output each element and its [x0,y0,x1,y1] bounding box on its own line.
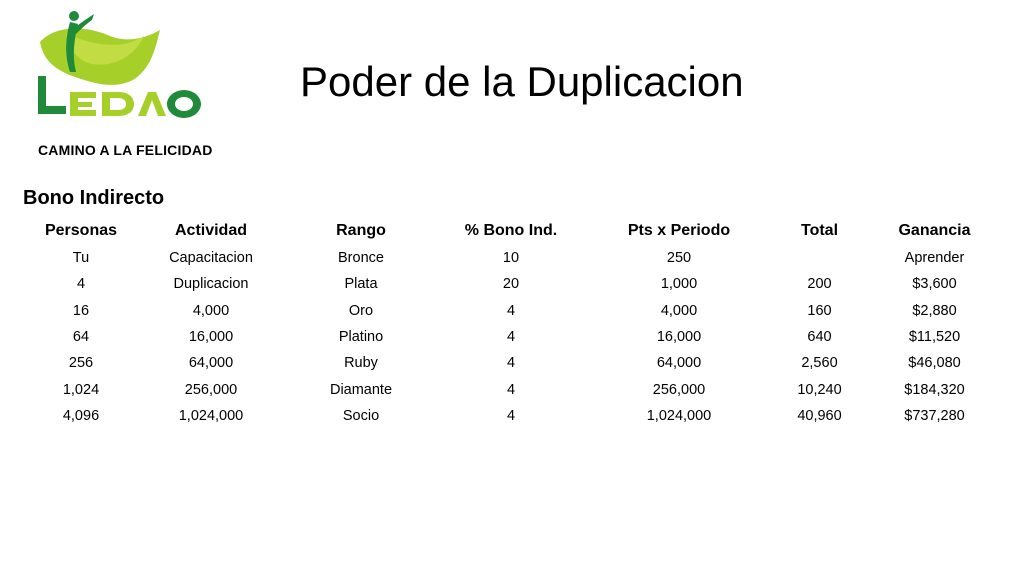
table-cell: $46,080 [908,355,961,372]
table-row [16,350,1012,376]
table-cell: Aprender [904,250,965,267]
table-cell: 4 [506,407,516,424]
table-cell: 1,024 [62,381,100,398]
tagline: CAMINO A LA FELICIDAD [38,142,213,158]
table-cell: 40,960 [797,407,842,424]
table-cell: Platino [338,329,384,346]
table-cell: $11,520 [908,329,961,346]
header-actividad: Actividad [174,221,247,239]
table-row [16,376,1012,402]
page-title: Poder de la Duplicacion [300,58,744,105]
table-cell: 2,560 [801,355,838,372]
table-cell: 1,024,000 [646,407,712,424]
table-cell: $184,320 [904,381,965,398]
header-total: Total [800,221,839,239]
table-cell: Capacitacion [169,250,253,267]
header-ganancia: Ganancia [898,221,971,239]
table-cell: Ruby [344,355,378,372]
bonus-table [16,216,1012,429]
table-cell: 16 [72,302,90,319]
table-cell: 4 [506,302,516,319]
table-cell: 64 [72,329,90,346]
table-cell: 4,096 [62,407,100,424]
table-cell: 256,000 [184,381,238,398]
table-cell: 1,000 [660,276,698,293]
table-cell: 4 [506,355,516,372]
table-cell [782,245,857,271]
header-bono-ind: % Bono Ind. [464,221,558,239]
table-cell: 16,000 [656,329,702,346]
header-pts-periodo: Pts x Periodo [627,221,731,239]
table-cell: Plata [344,276,378,293]
table-cell: $737,280 [904,407,965,424]
table-cell: 4 [506,329,516,346]
table-cell: Oro [348,302,374,319]
table-cell: 4 [76,276,86,293]
table-cell: 64,000 [188,355,234,372]
table-row [16,245,1012,271]
table-cell: 4 [506,381,516,398]
table-cell: 10 [502,250,520,267]
table-cell: 256,000 [652,381,706,398]
table-cell: 1,024,000 [178,407,244,424]
ledao-logo-graphic [26,6,206,132]
table-cell: 20 [502,276,520,293]
table-cell: 640 [807,329,832,346]
ledao-logo [26,6,206,132]
table-cell: 4,000 [192,302,230,319]
table-cell: 256 [68,355,94,372]
table-cell: 64,000 [656,355,702,372]
table-cell: 4,000 [660,302,698,319]
header-personas: Personas [44,221,118,239]
header-rango: Rango [336,221,386,239]
table-cell: 200 [807,276,832,293]
table-cell: 16,000 [188,329,234,346]
table-row [16,324,1012,350]
table-cell: $2,880 [912,302,957,319]
table-cell: Tu [72,250,90,267]
table-row [16,298,1012,324]
table-cell: 250 [666,250,692,267]
table-cell: 10,240 [797,381,842,398]
table-cell: $3,600 [912,276,957,293]
table-cell: Bronce [338,250,384,267]
table-row [16,403,1012,429]
table-header-row [16,216,1012,245]
table-cell: Socio [342,407,380,424]
table-cell: 160 [807,302,832,319]
section-subtitle: Bono Indirecto [23,187,165,209]
table-row [16,271,1012,297]
table-cell: Diamante [329,381,393,398]
table-cell: Duplicacion [173,276,249,293]
